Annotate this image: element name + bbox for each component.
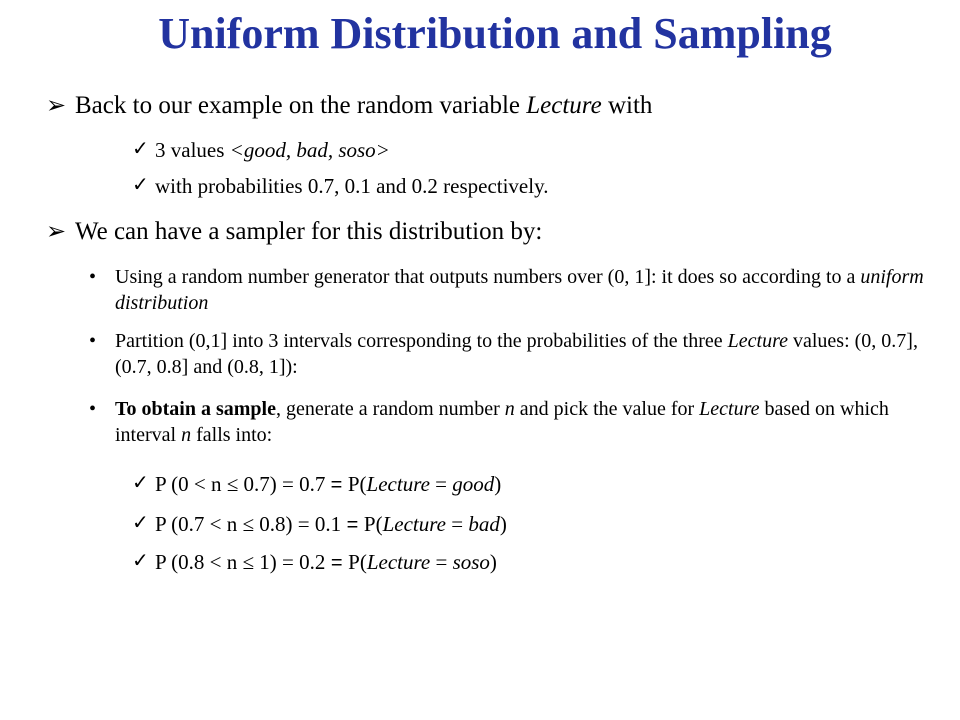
point-1-sub-1: ✓ 3 values <good, bad, soso> bbox=[132, 138, 390, 162]
interval-check-3: ✓ P (0.8 < n ≤ 1) = 0.2 = P(Lecture = soso) bbox=[132, 550, 497, 574]
slide-title: Uniform Distribution and Sampling bbox=[158, 9, 832, 58]
point-2-bullet-1: • Using a random number generator that outputs numbers over (0, 1]: it does so according to a uniform distribution bbox=[89, 266, 924, 314]
dot-bullet-icon: • bbox=[89, 330, 97, 352]
point-1: ➢ Back to our example on the random variable Lecture with bbox=[46, 92, 653, 119]
check-icon: ✓ bbox=[132, 512, 149, 534]
interval-check-2: ✓ P (0.7 < n ≤ 0.8) = 0.1 = P(Lecture = bad) bbox=[132, 512, 507, 536]
check-icon: ✓ bbox=[132, 174, 149, 196]
point-2-bullet-2: • Partition (0,1] into 3 intervals corresponding to the probabilities of the three Lecture values: (0, 0.7], (0.7, 0.8] and (0.8, 1]): bbox=[89, 330, 918, 378]
interval-check-1: ✓ P (0 < n ≤ 0.7) = 0.7 = P(Lecture = good) bbox=[132, 472, 502, 496]
arrow-bullet-icon: ➢ bbox=[46, 93, 67, 119]
check-icon: ✓ bbox=[132, 138, 149, 160]
point-1-sub-2: ✓ with probabilities 0.7, 0.1 and 0.2 respectively. bbox=[132, 174, 549, 198]
dot-bullet-icon: • bbox=[89, 398, 97, 420]
dot-bullet-icon: • bbox=[89, 266, 97, 288]
arrow-bullet-icon: ➢ bbox=[46, 219, 67, 245]
check-icon: ✓ bbox=[132, 550, 149, 572]
point-2: ➢ We can have a sampler for this distribution by: bbox=[46, 218, 543, 245]
point-2-bullet-3: • To obtain a sample, generate a random number n and pick the value for Lecture based on which interval n falls into: bbox=[89, 398, 889, 446]
check-icon: ✓ bbox=[132, 472, 149, 494]
